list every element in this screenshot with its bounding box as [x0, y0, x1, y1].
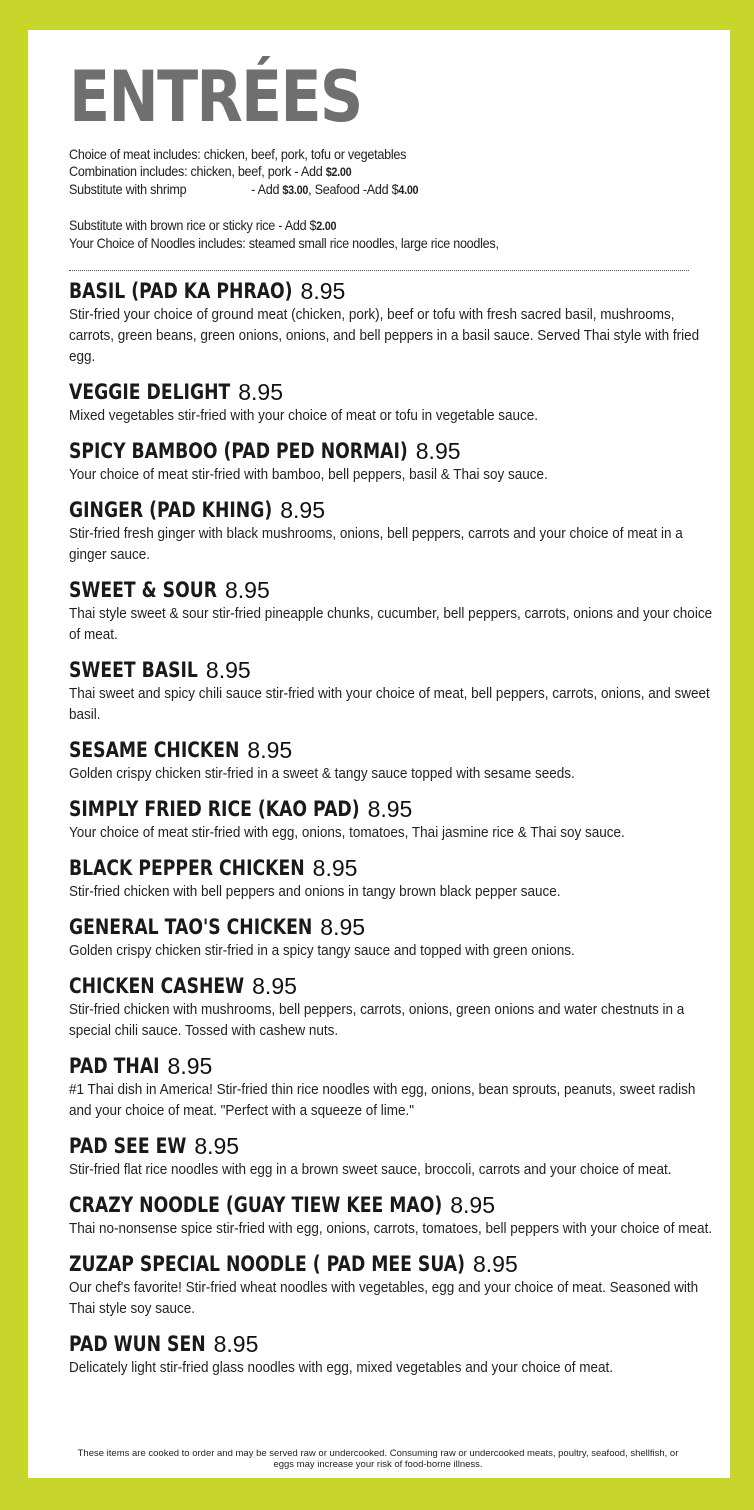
menu-item-description: Your choice of meat stir-fried with bamboo, bell peppers, basil & Thai soy sauce. — [69, 466, 548, 483]
menu-item-price: 8.95 — [320, 914, 366, 940]
menu-item — [69, 438, 709, 485]
menu-item-header — [69, 438, 709, 464]
menu-item-name: PAD THAI — [69, 1054, 160, 1078]
menu-item-description: Stir-fried flat rice noodles with egg in a brown sweet sauce, broccoli, carrots and your choice of meat. — [69, 1161, 672, 1178]
menu-item-price: 8.95 — [415, 438, 461, 464]
menu-item-price: 8.95 — [252, 973, 297, 999]
page-title: ENTRÉES — [69, 56, 362, 138]
food-safety-footnote: These items are cooked to order and may be served raw or undercooked. Consuming raw or undercooked meats, poultry, seafood, shellfish, or eggs may increase your risk of food-borne illness. — [77, 1448, 679, 1470]
menu-item-header — [69, 1192, 709, 1218]
menu-item — [69, 855, 709, 902]
menu-item-header — [69, 737, 709, 763]
menu-item-price: 8.95 — [472, 1251, 518, 1277]
menu-item-price: 8.95 — [238, 379, 284, 405]
menu-item-description: Your choice of meat stir-fried with egg, onions, tomatoes, Thai jasmine rice & Thai soy sauce. — [69, 824, 625, 841]
menu-item-header — [69, 657, 709, 683]
menu-item-description: Stir-fried fresh ginger with black mushrooms, onions, bell peppers, carrots and your choice of meat in a ginger sauce. — [69, 525, 683, 563]
menu-item-description: #1 Thai dish in America! Stir-fried thin rice noodles with egg, onions, bean sprouts, peanuts, sweet radish and your choice of meat. "Perfect with a squeeze of lime." — [69, 1081, 696, 1119]
menu-item-description: Golden crispy chicken stir-fried in a sweet & tangy sauce topped with sesame seeds. — [69, 765, 575, 782]
menu-item-price: 8.95 — [247, 737, 293, 763]
menu-item-price: 8.95 — [367, 796, 413, 822]
menu-item-price: 8.95 — [224, 577, 270, 603]
menu-item-header — [69, 1251, 709, 1277]
menu-item-description: Stir-fried chicken with bell peppers and onions in tangy brown black pepper sauce. — [69, 883, 561, 900]
menu-item-name: SWEET & SOUR — [69, 578, 217, 602]
menu-item — [69, 796, 709, 843]
menu-item-price: 8.95 — [300, 278, 346, 304]
menu-item-name: CHICKEN CASHEW — [69, 974, 245, 998]
menu-item-name: SPICY BAMBOO (PAD PED NORMAI) — [69, 439, 408, 463]
menu-item-name: ZUZAP SPECIAL NOODLE ( PAD MEE SUA) — [69, 1252, 465, 1276]
menu-item-name: VEGGIE DELIGHT — [69, 380, 231, 404]
menu-item-price: 8.95 — [205, 657, 251, 683]
menu-item — [69, 1133, 709, 1180]
menu-item-price: 8.95 — [312, 855, 358, 881]
menu-item-header — [69, 855, 709, 881]
menu-item-description: Our chef's favorite! Stir-fried wheat noodles with vegetables, egg and your choice of meat. Seasoned with Thai style soy sauce. — [69, 1279, 699, 1317]
menu-item-name: BLACK PEPPER CHICKEN — [69, 856, 305, 880]
menu-item — [69, 1192, 713, 1239]
menu-item-header — [69, 1331, 709, 1357]
menu-item-header — [69, 973, 709, 999]
menu-item — [69, 973, 709, 1041]
menu-item-name: BASIL (PAD KA PHRAO) — [69, 279, 293, 303]
meat-choice-note: Choice of meat includes: chicken, beef, pork, tofu or vegetables — [69, 146, 407, 162]
menu-item-description: Golden crispy chicken stir-fried in a spicy tangy sauce and topped with green onions. — [69, 942, 575, 959]
menu-item-name: GINGER (PAD KHING) — [69, 498, 273, 522]
menu-item — [69, 379, 709, 426]
menu-item-price: 8.95 — [194, 1133, 240, 1159]
menu-item-name: SESAME CHICKEN — [69, 738, 240, 762]
menu-sheet — [28, 30, 730, 1478]
menu-item-name: PAD WUN SEN — [69, 1332, 206, 1356]
menu-item-header — [69, 497, 709, 523]
menu-item-header — [69, 379, 709, 405]
dotted-divider — [69, 270, 689, 271]
menu-item — [69, 1331, 709, 1378]
menu-item — [69, 914, 709, 961]
noodle-note: Your Choice of Noodles includes: steamed small rice noodles, large rice noodles, — [69, 235, 499, 251]
menu-items-list — [69, 278, 713, 1390]
combination-note: Combination includes: chicken, beef, pork - Add $2.00 — [69, 163, 352, 179]
menu-item-description: Stir-fried chicken with mushrooms, bell peppers, carrots, onions, green onions and water chestnuts in a special chili sauce. Tossed with cashew nuts. — [69, 1001, 685, 1039]
menu-item — [69, 497, 709, 565]
menu-item-header — [69, 577, 709, 603]
menu-item — [69, 1053, 709, 1121]
menu-item-price: 8.95 — [213, 1331, 259, 1357]
menu-item-description: Stir-fried your choice of ground meat (chicken, pork), beef or tofu with fresh sacred basil, mushrooms, carrots, green beans, green onions, onions, and bell peppers in a basil sauce. Served Thai style with fried egg. — [69, 306, 700, 365]
menu-item — [69, 657, 709, 725]
rice-note: Substitute with brown rice or sticky rice - Add $2.00 — [69, 217, 337, 233]
menu-item-description: Thai style sweet & sour stir-fried pineapple chunks, cucumber, bell peppers, carrots, onions and your choice of meat. — [69, 605, 713, 643]
menu-item-header — [69, 1053, 709, 1079]
menu-item-header — [69, 914, 709, 940]
shrimp-note: Substitute with shrimp - Add $3.00, Seafood -Add $4.00 — [69, 181, 419, 197]
menu-item-header — [69, 796, 709, 822]
menu-item-price: 8.95 — [280, 497, 325, 523]
menu-item-price: 8.95 — [450, 1192, 495, 1218]
menu-item-name: CRAZY NOODLE (GUAY TIEW KEE MAO) — [69, 1193, 443, 1217]
menu-item-price: 8.95 — [167, 1053, 213, 1079]
menu-item-description: Thai no-nonsense spice stir-fried with egg, onions, carrots, tomatoes, bell peppers with your choice of meat. — [69, 1220, 713, 1237]
menu-item-description: Thai sweet and spicy chili sauce stir-fried with your choice of meat, bell peppers, carrots, onions, and sweet basil. — [69, 685, 710, 723]
menu-item-name: SWEET BASIL — [69, 658, 198, 682]
menu-item — [69, 737, 709, 784]
intro-notes — [69, 146, 709, 252]
menu-item-header — [69, 278, 709, 304]
menu-item-description: Mixed vegetables stir-fried with your choice of meat or tofu in vegetable sauce. — [69, 407, 538, 424]
menu-item-name: PAD SEE EW — [69, 1134, 187, 1158]
menu-item — [69, 278, 709, 367]
menu-item — [69, 1251, 709, 1319]
menu-item-name: GENERAL TAO'S CHICKEN — [69, 915, 313, 939]
menu-item-name: SIMPLY FRIED RICE (KAO PAD) — [69, 797, 360, 821]
menu-item-header — [69, 1133, 709, 1159]
menu-item — [69, 577, 713, 645]
menu-item-description: Delicately light stir-fried glass noodles with egg, mixed vegetables and your choice of meat. — [69, 1359, 614, 1376]
